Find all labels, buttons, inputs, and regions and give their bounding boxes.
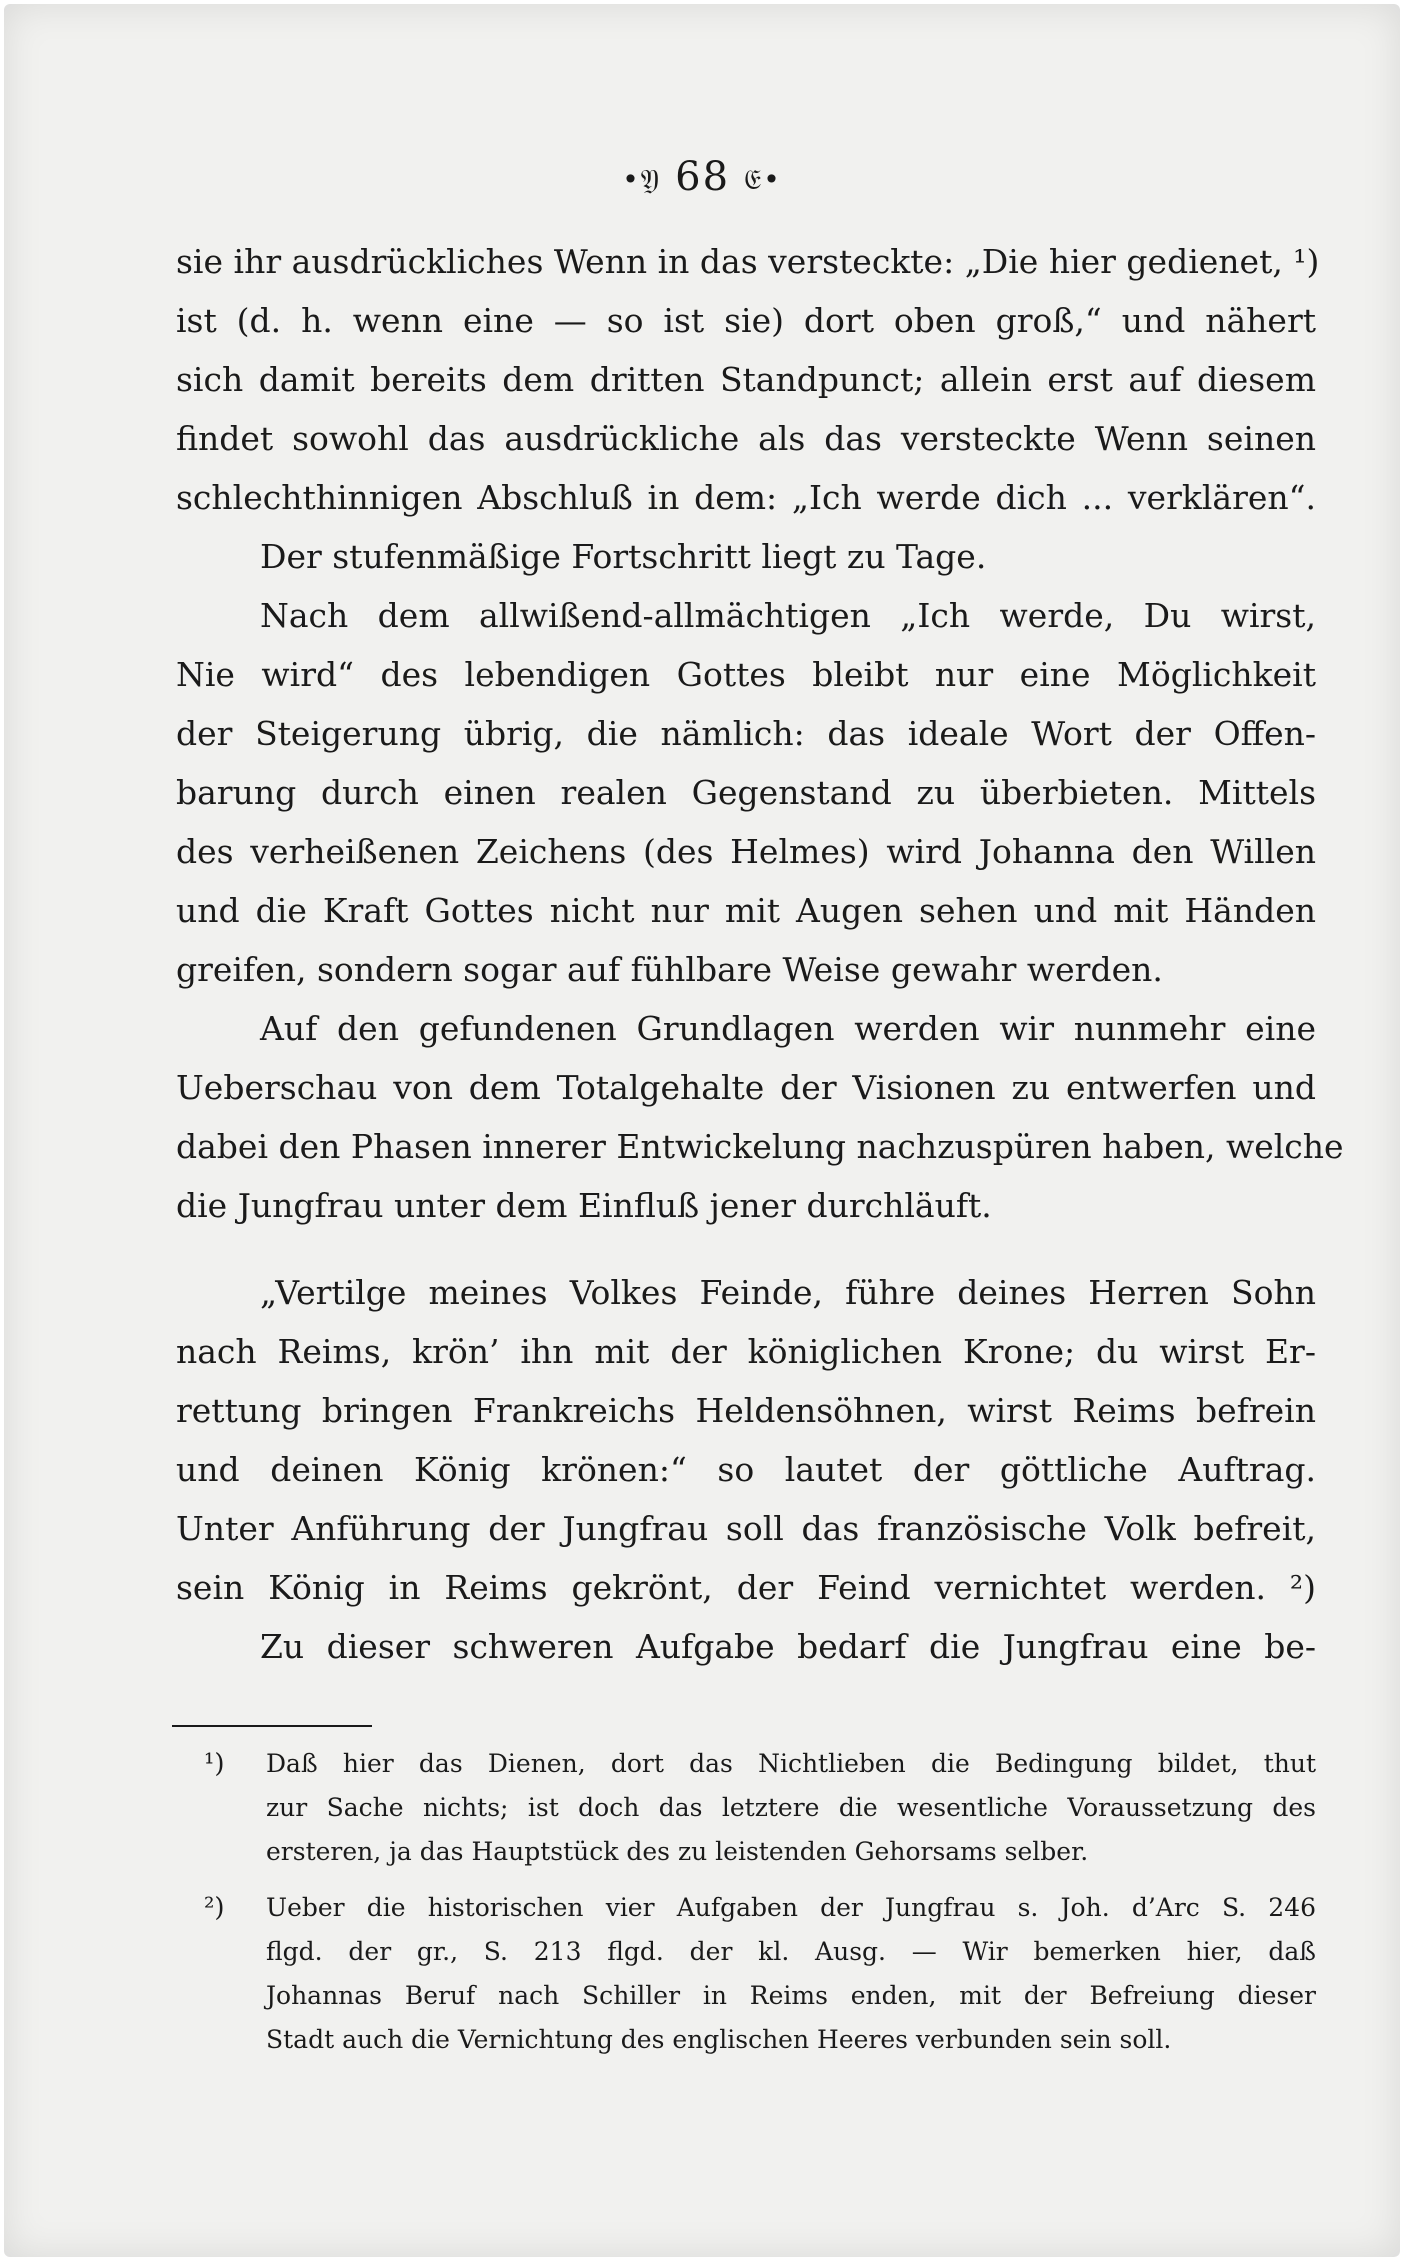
footnote-line: zur Sache nichts; ist doch das letztere die wesentliche Voraussetzung des [266, 1793, 1316, 1822]
footnote-text: Ueber die historischen vier Aufgaben der Jungfrau s. Joh. d’Arc S. 246 [266, 1893, 1316, 1922]
text-line: Auf den gefundenen Grundlagen werden wir nunmehr eine [260, 1009, 1316, 1048]
footnote-rule [172, 1725, 372, 1727]
text-line: die Jungfrau unter dem Einfluß jener durchläuft. [176, 1186, 992, 1225]
text-line: Ueberschau von dem Totalgehalte der Visionen zu entwerfen und [176, 1068, 1316, 1107]
ornament-right: 𝔈• [744, 163, 782, 196]
footnote-line: ersteren, ja das Hauptstück des zu leistenden Gehorsams selber. [266, 1837, 1089, 1866]
footnote-text: Daß hier das Dienen, dort das Nichtlieben die Bedingung bildet, thut [266, 1749, 1316, 1778]
footnote-line [204, 1886, 1316, 1930]
text-line: „Vertilge meines Volkes Feinde, führe deines Herren Sohn [260, 1273, 1316, 1312]
book-page [4, 4, 1400, 2257]
text-line: findet sowohl das ausdrückliche als das versteckte Wenn seinen [176, 419, 1316, 458]
footnote-line: Stadt auch die Vernichtung des englischen Heeres verbunden sein soll. [266, 2025, 1172, 2054]
text-line: Der stufenmäßige Fortschritt liegt zu Tage. [260, 537, 987, 576]
footnote-line: Johannas Beruf nach Schiller in Reims enden, mit der Befreiung dieser [266, 1981, 1316, 2010]
text-line: Zu dieser schweren Aufgabe bedarf die Jungfrau eine be- [260, 1627, 1316, 1666]
text-line: rettung bringen Frankreichs Heldensöhnen, wirst Reims befrein [176, 1391, 1316, 1430]
text-line: der Steigerung übrig, die nämlich: das ideale Wort der Offen- [176, 714, 1316, 753]
page-header [4, 154, 1400, 200]
text-line: Nach dem allwißend-allmächtigen „Ich werde, Du wirst, [260, 596, 1316, 635]
footnote-line: flgd. der gr., S. 213 flgd. der kl. Ausg. — Wir bemerken hier, daß [266, 1937, 1316, 1966]
text-line: Nie wird“ des lebendigen Gottes bleibt nur eine Möglichkeit [176, 655, 1316, 694]
footnote-marker: ²) [204, 1893, 225, 1923]
text-line: barung durch einen realen Gegenstand zu überbieten. Mittels [176, 773, 1316, 812]
text-line: und deinen König krönen:“ so lautet der göttliche Auftrag. [176, 1450, 1316, 1489]
footnote-line [204, 1742, 1316, 1786]
text-line: nach Reims, krön’ ihn mit der königlichen Krone; du wirst Er- [176, 1332, 1316, 1371]
text-line: ist (d. h. wenn eine — so ist sie) dort oben groß,“ und nähert [176, 301, 1316, 340]
text-line: schlechthinnigen Abschluß in dem: „Ich werde dich ... verklären“. [176, 478, 1316, 517]
footnote-marker: ¹) [204, 1749, 225, 1779]
text-line: sich damit bereits dem dritten Standpunct; allein erst auf diesem [176, 360, 1316, 399]
body-text [176, 232, 1344, 1676]
text-line: greifen, sondern sogar auf fühlbare Weise gewahr werden. [176, 950, 1163, 989]
page-number: 68 [675, 154, 731, 200]
text-line: und die Kraft Gottes nicht nur mit Augen sehen und mit Händen [176, 891, 1316, 930]
text-line: dabei den Phasen innerer Entwickelung nachzuspüren haben, welche [176, 1127, 1344, 1166]
text-line: sein König in Reims gekrönt, der Feind vernichtet werden. ²) [176, 1568, 1316, 1607]
text-line: Unter Anführung der Jungfrau soll das französische Volk befreit, [176, 1509, 1316, 1548]
footnote-gap [266, 1874, 1316, 1886]
paragraph-gap [176, 1235, 1316, 1263]
footnotes [204, 1742, 1316, 2062]
ornament-left: •𝔜 [622, 163, 662, 196]
text-line: sie ihr ausdrückliches Wenn in das versteckte: „Die hier gedienet, ¹) [176, 242, 1320, 281]
text-line: des verheißenen Zeichens (des Helmes) wird Johanna den Willen [176, 832, 1316, 871]
